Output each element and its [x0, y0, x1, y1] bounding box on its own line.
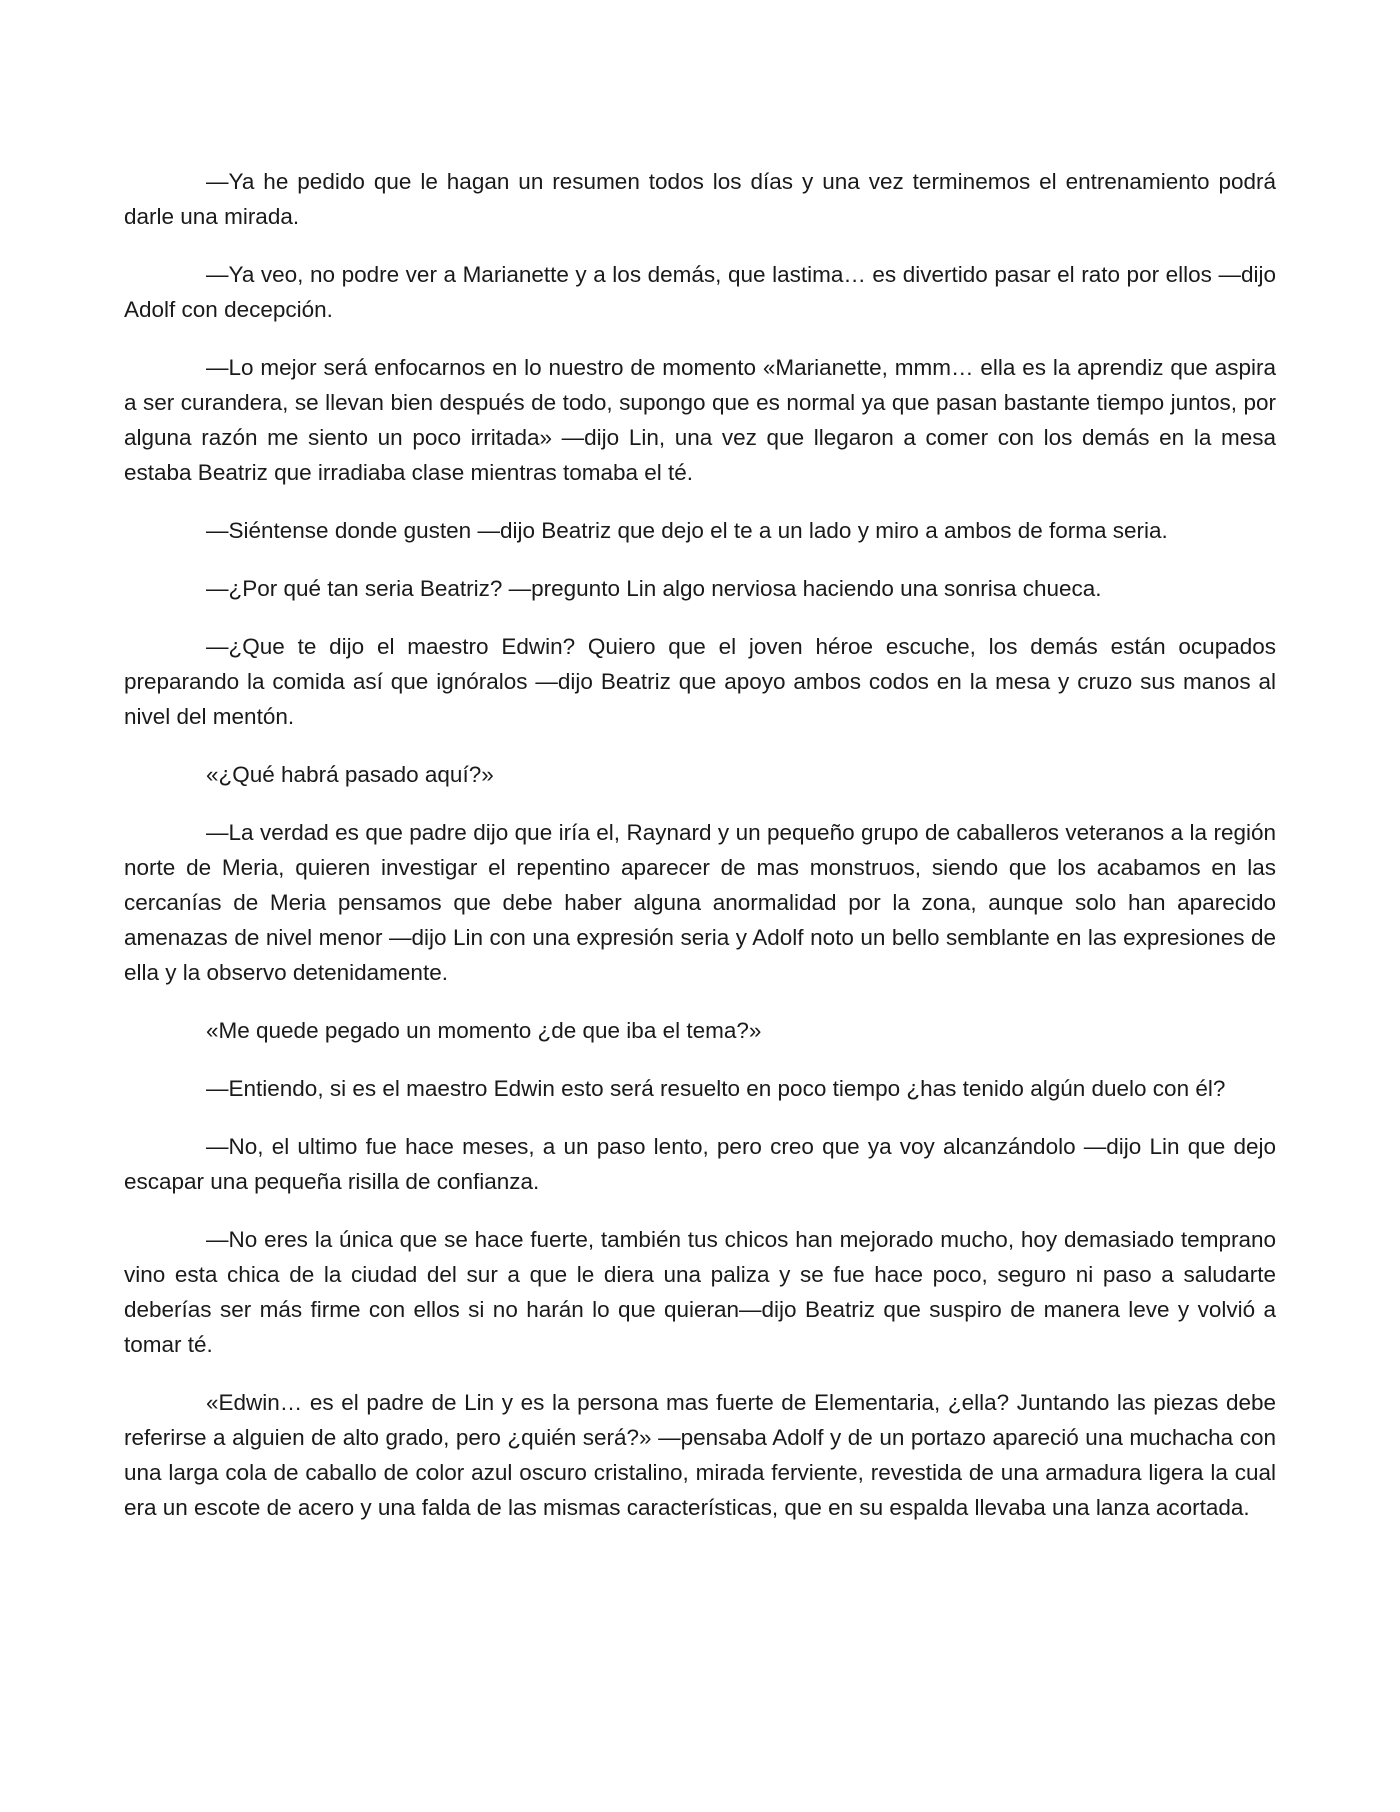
paragraph: —¿Que te dijo el maestro Edwin? Quiero que el joven héroe escuche, los demás están ocupados preparando la comida así que ignóralos —dijo Beatriz que apoyo ambos codos en la mesa y cruzo sus manos al nivel del mentón. [124, 634, 1276, 729]
paragraph: «Me quede pegado un momento ¿de que iba el tema?» [206, 1018, 762, 1043]
paragraph: —Ya he pedido que le hagan un resumen todos los días y una vez terminemos el entrenamiento podrá darle una mirada. [124, 169, 1276, 229]
paragraph: —Siéntense donde gusten —dijo Beatriz que dejo el te a un lado y miro a ambos de forma seria. [206, 518, 1168, 543]
paragraph: —No eres la única que se hace fuerte, también tus chicos han mejorado mucho, hoy demasiado temprano vino esta chica de la ciudad del sur a que le diera una paliza y se fue hace poco, seguro ni paso a saludarte deberías ser más firme con ellos si no harán lo que quieran—dijo Beatriz que suspiro de manera leve y volvió a tomar té. [124, 1227, 1276, 1357]
paragraph: —La verdad es que padre dijo que iría el, Raynard y un pequeño grupo de caballeros veteranos a la región norte de Meria, quieren investigar el repentino aparecer de mas monstruos, siendo que los acabamos en las cercanías de Meria pensamos que debe haber alguna anormalidad por la zona, aunque solo han aparecido amenazas de nivel menor —dijo Lin con una expresión seria y Adolf noto un bello semblante en las expresiones de ella y la observo detenidamente. [124, 820, 1276, 985]
paragraph: —¿Por qué tan seria Beatriz? —pregunto Lin algo nerviosa haciendo una sonrisa chueca. [206, 576, 1102, 601]
paragraph: «¿Qué habrá pasado aquí?» [206, 762, 494, 787]
paragraph: —No, el ultimo fue hace meses, a un paso lento, pero creo que ya voy alcanzándolo —dijo Lin que dejo escapar una pequeña risilla de confianza. [124, 1134, 1276, 1194]
paragraph: —Lo mejor será enfocarnos en lo nuestro de momento «Marianette, mmm… ella es la aprendiz que aspira a ser curandera, se llevan bien después de todo, supongo que es normal ya que pasan bastante tiempo juntos, por alguna razón me siento un poco irritada» —dijo Lin, una vez que llegaron a comer con los demás en la mesa estaba Beatriz que irradiaba clase mientras tomaba el té. [124, 355, 1276, 485]
paragraph: «Edwin… es el padre de Lin y es la persona mas fuerte de Elementaria, ¿ella? Juntando las piezas debe referirse a alguien de alto grado, pero ¿quién será?» —pensaba Adolf y de un portazo apareció una muchacha con una larga cola de caballo de color azul oscuro cristalino, mirada ferviente, revestida de una armadura ligera la cual era un escote de acero y una falda de las mismas características, que en su espalda llevaba una lanza acortada. [124, 1390, 1276, 1520]
paragraph: —Entiendo, si es el maestro Edwin esto será resuelto en poco tiempo ¿has tenido algún duelo con él? [206, 1076, 1226, 1101]
body-text [124, 164, 1276, 1548]
paragraph: —Ya veo, no podre ver a Marianette y a los demás, que lastima… es divertido pasar el rato por ellos —dijo Adolf con decepción. [124, 262, 1276, 322]
